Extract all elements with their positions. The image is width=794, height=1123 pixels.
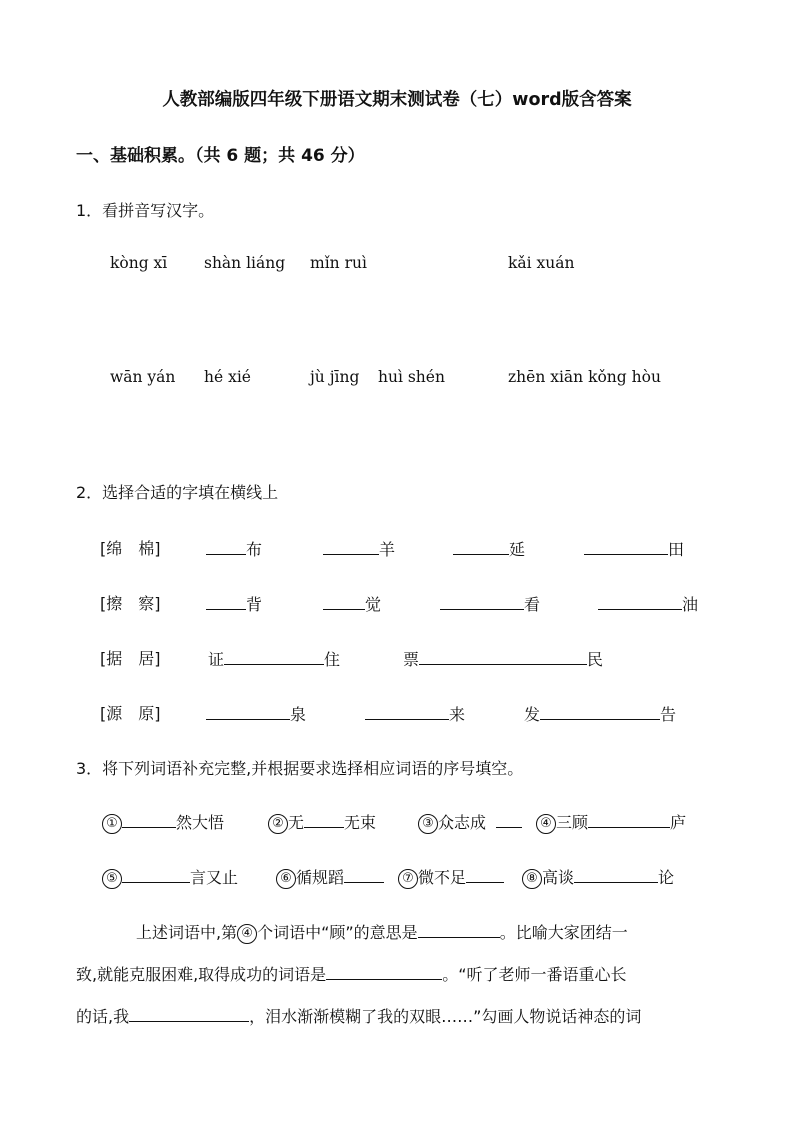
question-1-stem: 1．看拼音写汉字。	[76, 201, 215, 220]
idiom-item[interactable]: ③ 众志成	[418, 809, 522, 834]
fill-item[interactable]: 觉	[323, 591, 381, 615]
char-group: [据 居]	[100, 649, 161, 668]
char-group: [绵 棉]	[100, 539, 161, 558]
question-3-paragraph-line: 上述词语中,第 ④ 个词语中“顾”的意思是 。比喻大家团结一	[76, 919, 718, 944]
fill-item[interactable]: 延	[453, 536, 525, 560]
question-3-stem: 3．将下列词语补充完整,并根据要求选择相应词语的序号填空。	[76, 759, 524, 778]
pinyin-item: hé xié	[204, 368, 251, 386]
idiom-item[interactable]: ⑥ 循规蹈	[276, 864, 384, 889]
fill-item[interactable]: 背	[206, 591, 262, 615]
pinyin-item: jù jīng	[310, 368, 360, 386]
fill-item[interactable]: 看	[440, 591, 540, 615]
idiom-item[interactable]: ② 无 无束	[268, 809, 376, 834]
document-title: 人教部编版四年级下册语文期末测试卷（七）word版含答案	[162, 90, 632, 110]
pinyin-item: huì shén	[378, 368, 445, 386]
fill-item[interactable]: 证 住	[208, 646, 340, 670]
idiom-item[interactable]: ⑤ 言又止	[102, 864, 238, 889]
fill-item[interactable]: 羊	[323, 536, 395, 560]
idiom-item[interactable]: ① 然大悟	[102, 809, 224, 834]
fill-item[interactable]: 泉	[206, 701, 306, 725]
question-2-stem: 2．选择合适的字填在横线上	[76, 483, 279, 502]
pinyin-item: kǎi xuán	[508, 254, 575, 272]
fill-item[interactable]: 布	[206, 536, 262, 560]
char-group: [源 原]	[100, 704, 161, 723]
pinyin-item: kòng xī	[110, 254, 168, 272]
idiom-item[interactable]: ⑧ 高谈 论	[522, 864, 674, 889]
answer-blank[interactable]	[129, 1003, 249, 1022]
pinyin-item: shàn liáng	[204, 254, 286, 272]
pinyin-item: wān yán	[110, 368, 176, 386]
char-group: [擦 察]	[100, 594, 161, 613]
answer-blank[interactable]	[418, 919, 500, 938]
fill-item[interactable]: 票 民	[403, 646, 603, 670]
question-3-paragraph-line: 的话,我 ，泪水渐渐模糊了我的双眼……”勾画人物说话神态的词	[76, 1003, 718, 1027]
idiom-item[interactable]: ④ 三顾 庐	[536, 809, 686, 834]
question-3-paragraph-line: 致,就能克服困难,取得成功的词语是 。“听了老师一番语重心长	[76, 961, 718, 985]
fill-item[interactable]: 发 告	[524, 701, 676, 725]
section-heading: 一、基础积累。（共 6 题；共 46 分）	[76, 146, 365, 166]
idiom-item[interactable]: ⑦ 微不足	[398, 864, 504, 889]
fill-item[interactable]: 油	[598, 591, 698, 615]
fill-item[interactable]: 田	[584, 536, 684, 560]
pinyin-item: mǐn ruì	[310, 254, 367, 272]
pinyin-item: zhēn xiān kǒng hòu	[508, 368, 661, 386]
fill-item[interactable]: 来	[365, 701, 465, 725]
answer-blank[interactable]	[326, 961, 442, 980]
